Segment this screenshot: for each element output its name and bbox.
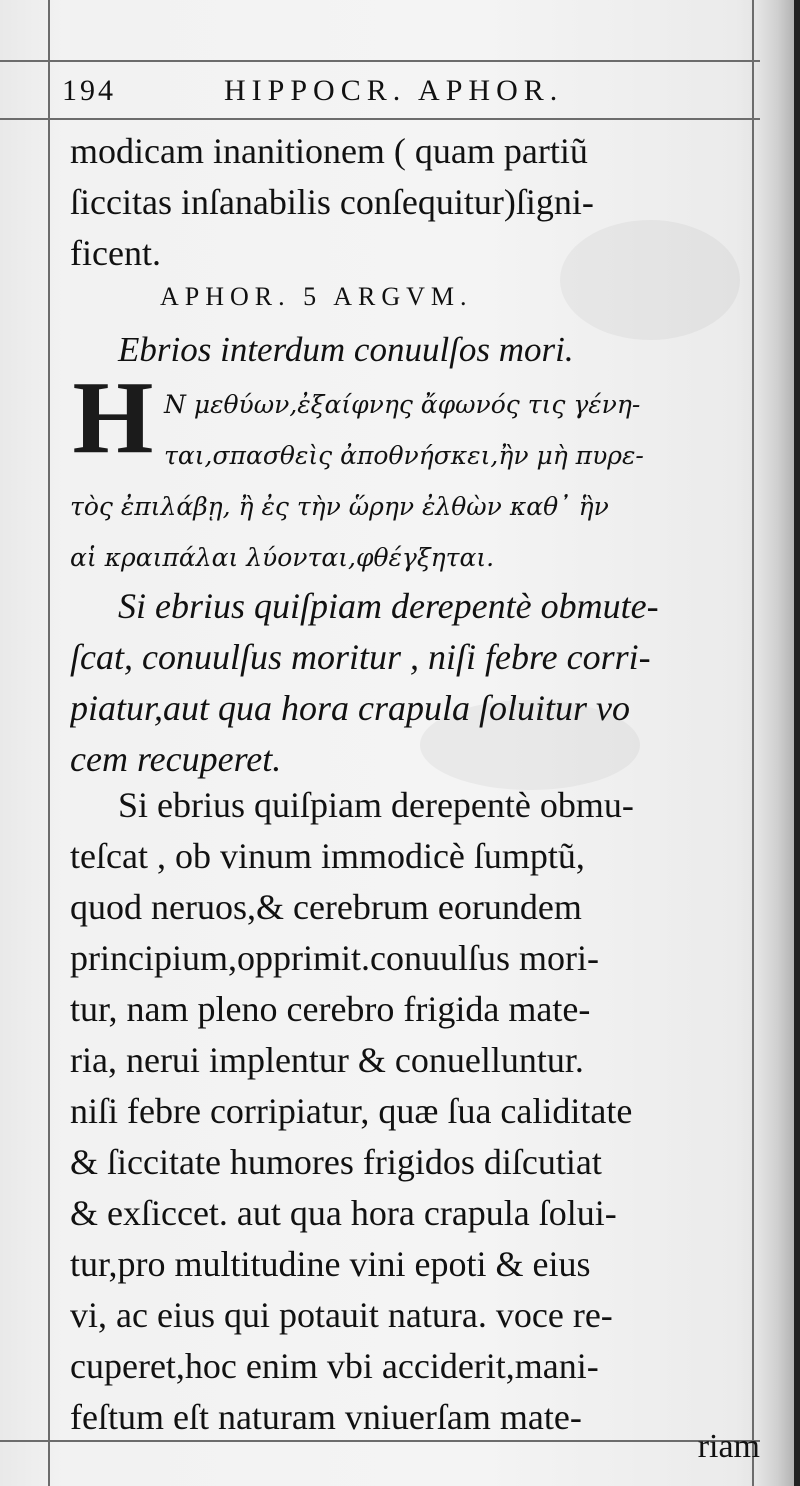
latin-line: ſcat, conuulſus moritur , niſi febre corri- (70, 637, 651, 677)
page-number: 194 (62, 74, 116, 107)
text-line: modicam inanitionem ( quam partiũ (70, 131, 588, 171)
greek-line: N μεθύων,ἐξαίφνης ἄφωνός τις γένη- (164, 390, 641, 419)
commentary-line: tur,pro multitudine vini epoti & eius (70, 1244, 591, 1284)
aphorism-argument: Ebrios interdum conuulſos mori. (118, 330, 574, 369)
latin-translation (70, 580, 754, 784)
latin-line: cem recuperet. (70, 739, 282, 779)
header-rule (0, 118, 760, 120)
commentary-line: cuperet,hoc enim vbi acciderit,mani- (70, 1346, 599, 1386)
aphorism-heading: APHOR. 5 ARGVM. (160, 282, 473, 311)
commentary-line: & exſiccet. aut qua hora crapula ſolui- (70, 1193, 617, 1233)
text-line: ſiccitas inſanabilis conſequitur)ſigni- (70, 182, 594, 222)
commentary-line: principium,opprimit.conuulſus mori- (70, 938, 599, 978)
commentary-line: tur, nam pleno cerebro frigida mate- (70, 989, 591, 1029)
left-margin-rule (48, 0, 50, 1486)
continuation-text (70, 126, 754, 279)
greek-line: αἱ κραιπάλαι λύονται,φθέγξηται. (70, 543, 495, 572)
commentary-line: Si ebrius quiſpiam derepentè obmu- (118, 785, 634, 825)
catchword: riam (697, 1428, 760, 1465)
commentary-line: feſtum eſt naturam vniuerſam mate- (70, 1397, 582, 1437)
greek-line: τὸς ἐπιλάβῃ, ἢ ἐς τὴν ὥρην ἐλθὼν καθ᾽ ἣν (70, 492, 609, 521)
latin-line: piatur,aut qua hora crapula ſoluitur vo (70, 688, 631, 728)
latin-line: Si ebrius quiſpiam derepentè obmute- (118, 586, 659, 626)
greek-line: ται,σπασθεὶς ἀποθνήσκει,ἢν μὴ πυρε- (164, 441, 644, 470)
drop-cap: H (72, 360, 154, 475)
page-edge (756, 0, 800, 1486)
top-rule (0, 60, 760, 62)
commentary-line: teſcat , ob vinum immodicè ſumptũ, (70, 836, 585, 876)
commentary-line: quod neruos,& cerebrum eorundem (70, 887, 582, 927)
commentary (70, 780, 754, 1443)
commentary-line: ria, nerui implentur & conuelluntur. (70, 1040, 584, 1080)
running-title: HIPPOCR. APHOR. (224, 74, 564, 107)
greek-text (70, 378, 754, 582)
commentary-line: vi, ac eius qui potauit natura. voce re- (70, 1295, 613, 1335)
commentary-line: niſi febre corripiatur, quæ ſua caliditate (70, 1091, 633, 1131)
commentary-line: & ſiccitate humores frigidos diſcutiat (70, 1142, 602, 1182)
page-header (62, 74, 762, 114)
text-line: ficent. (70, 233, 161, 273)
